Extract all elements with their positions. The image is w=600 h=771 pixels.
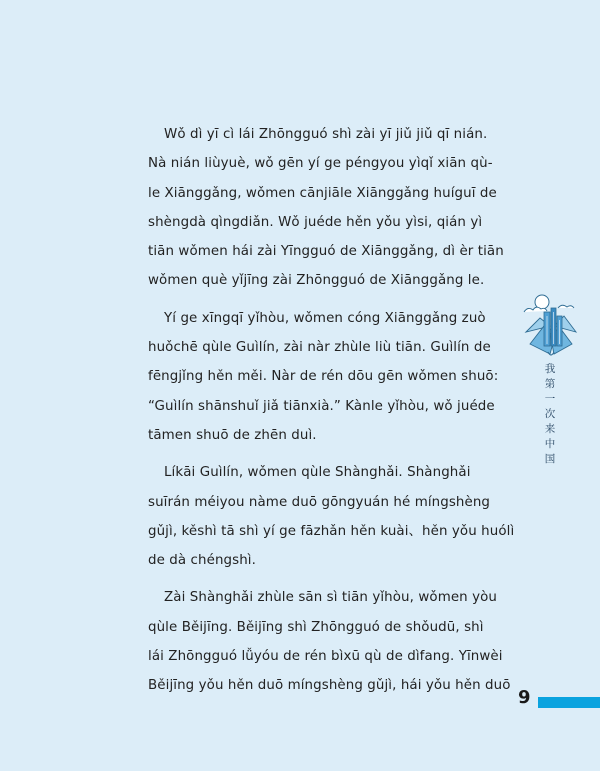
text-line: Nà nián liùyuè, wǒ gēn yí ge péngyou yìqǐ xiān qù- (148, 156, 493, 172)
side-title (541, 362, 559, 467)
text-line: huǒchē qùle Guìlín, zài nàr zhùle liù tiān. Guìlín de (148, 340, 491, 356)
text-line: le Xiānggǎng, wǒmen cānjiāle Xiānggǎng huíguī de (148, 185, 497, 201)
text-line: suīrán méiyou nàme duō gōngyuán hé míngshèng (148, 494, 491, 510)
page-accent-bar (538, 697, 600, 708)
body-text (148, 120, 515, 709)
side-title-char: 第 (544, 378, 556, 390)
text-line: shèngdà qìngdiǎn. Wǒ juéde hěn yǒu yìsi, qián yì (148, 214, 483, 230)
side-title-char: 一 (544, 393, 556, 405)
paragraph-1 (148, 120, 504, 296)
text-line: Wǒ dì yī cì lái Zhōngguó shì zài yī jiǔ jiǔ qī nián. (164, 127, 488, 142)
side-title-char: 国 (544, 453, 556, 465)
side-title-char: 次 (544, 408, 556, 420)
text-line: qùle Běijīng. Běijīng shì Zhōngguó de shǒudū, shì (148, 619, 484, 635)
paragraph-2 (148, 304, 499, 450)
side-title-char: 中 (544, 438, 556, 450)
text-line: Líkāi Guìlín, wǒmen qùle Shànghǎi. Shànghǎi (164, 465, 471, 481)
text-line: lái Zhōngguó lǚyóu de rén bìxū qù de dìfang. Yīnwèi (148, 649, 503, 665)
paragraph-3 (148, 458, 515, 575)
text-line: tiān wǒmen hái zài Yīngguó de Xiānggǎng, dì èr tiān (148, 244, 504, 260)
text-line: Zài Shànghǎi zhùle sān sì tiān yǐhòu, wǒmen yòu (164, 590, 498, 606)
side-title-char: 来 (544, 423, 556, 435)
text-line: tāmen shuō de zhēn duì. (148, 427, 317, 443)
text-line: Běijīng yǒu hěn duō míngshèng gǔjì, hái yǒu hěn duō (148, 678, 511, 694)
text-line: gǔjì, kěshì tā shì yí ge fāzhǎn hěn kuài、hěn yǒu huólì (148, 523, 515, 539)
text-line: “Guìlín shānshuǐ jiǎ tiānxià.” Kànle yǐhòu, wǒ juéde (148, 398, 495, 414)
text-line: wǒmen què yǐjīng zài Zhōngguó de Xiānggǎng le. (148, 273, 485, 289)
city-illustration-icon (520, 292, 582, 360)
page-number: 9 (518, 687, 531, 708)
text-line: de dà chéngshì. (148, 553, 256, 569)
paragraph-4 (148, 583, 511, 700)
text-line: Yí ge xīngqī yǐhòu, wǒmen cóng Xiānggǎng zuò (164, 310, 486, 326)
text-line: fēngjǐng hěn měi. Nàr de rén dōu gēn wǒmen shuō: (148, 369, 499, 385)
side-title-char: 我 (544, 363, 556, 375)
